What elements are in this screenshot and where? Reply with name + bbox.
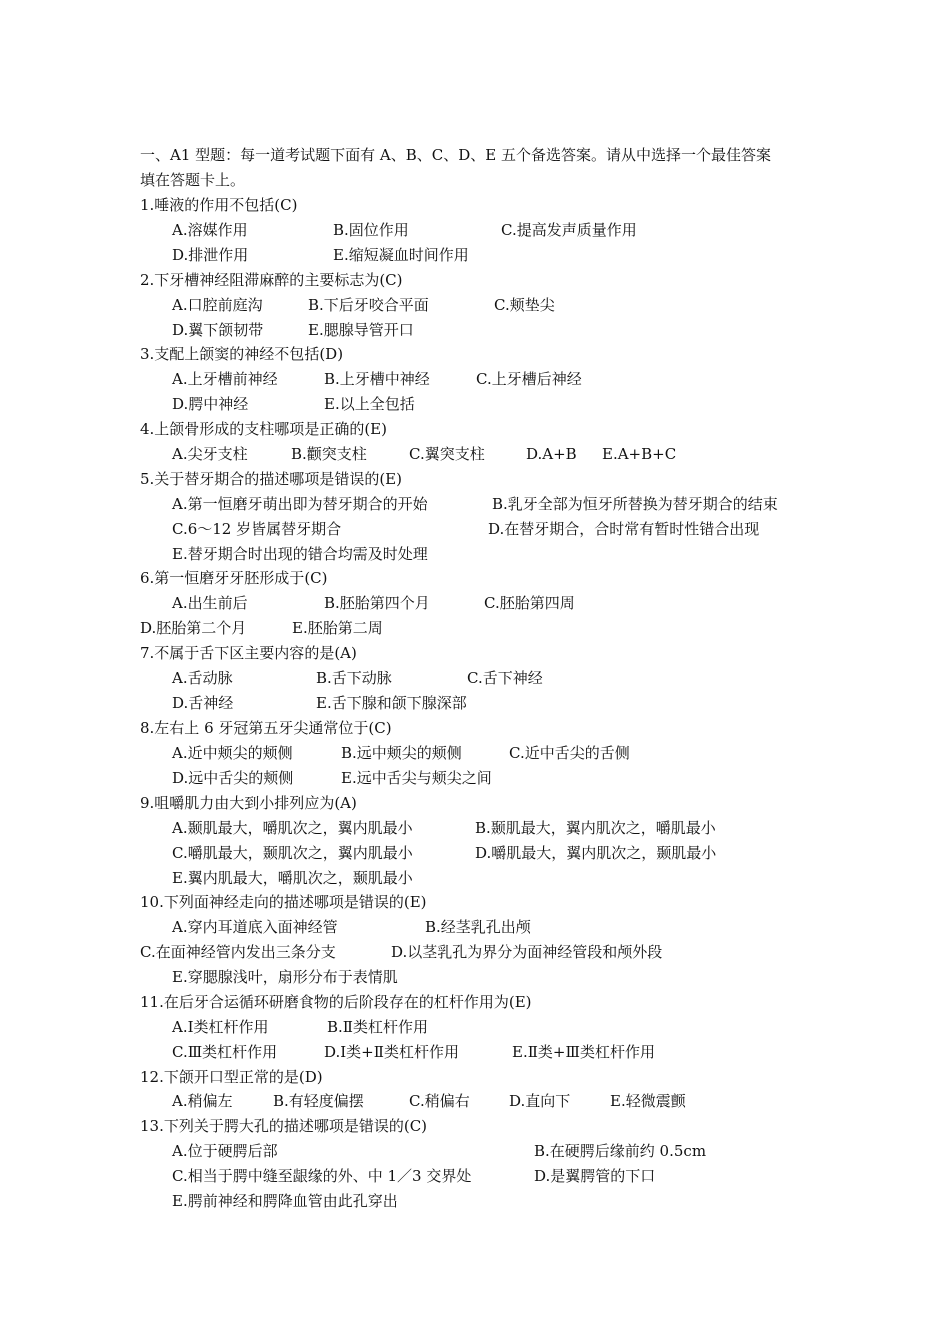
option: D.以茎乳孔为界分为面神经管段和颅外段 <box>391 943 663 961</box>
option: C.胚胎第四周 <box>484 594 575 612</box>
option: E.A+B+C <box>602 445 677 463</box>
question-stem: 11.在后牙合运循环研磨食物的后阶段存在的杠杆作用为(E) <box>140 993 532 1011</box>
question-stem: 3.支配上颌窦的神经不包括(D) <box>140 345 344 363</box>
question-stem: 1.唾液的作用不包括(C) <box>140 196 298 214</box>
option: B.胚胎第四个月 <box>324 594 430 612</box>
option: D.远中舌尖的颊侧 <box>172 769 294 787</box>
option: B.下后牙咬合平面 <box>308 296 429 314</box>
option: D.Ⅰ类+Ⅱ类杠杆作用 <box>324 1043 459 1061</box>
option: A.溶媒作用 <box>172 221 248 239</box>
option: C.颊垫尖 <box>494 296 555 314</box>
option: A.穿内耳道底入面神经管 <box>172 918 338 936</box>
option: B.上牙槽中神经 <box>324 370 430 388</box>
question-stem: 2.下牙槽神经阻滞麻醉的主要标志为(C) <box>140 271 403 289</box>
option: C.相当于腭中缝至龈缘的外、中 1／3 交界处 <box>172 1167 472 1185</box>
option: E.轻微震颤 <box>610 1092 686 1110</box>
question-stem: 4.上颌骨形成的支柱哪项是正确的(E) <box>140 420 387 438</box>
question-stem: 7.不属于舌下区主要内容的是(A) <box>140 644 357 662</box>
option: E.替牙期合时出现的错合均需及时处理 <box>172 545 428 563</box>
option: C.在面神经管内发出三条分支 <box>140 943 336 961</box>
option: A.上牙槽前神经 <box>172 370 278 388</box>
option: D.胚胎第二个月 <box>140 619 247 637</box>
question-stem: 8.左右上 6 牙冠第五牙尖通常位于(C) <box>140 719 392 737</box>
option: A.稍偏左 <box>172 1092 233 1110</box>
option: D.腭中神经 <box>172 395 249 413</box>
option: B.有轻度偏摆 <box>273 1092 364 1110</box>
option: E.Ⅱ类+Ⅲ类杠杆作用 <box>512 1043 655 1061</box>
option: D.在替牙期合，合时常有暂时性错合出现 <box>488 520 760 538</box>
instruction-line-2: 填在答题卡上。 <box>140 171 246 189</box>
option: A.颞肌最大，嚼肌次之，翼内肌最小 <box>172 819 413 837</box>
option: A.舌动脉 <box>172 669 233 687</box>
option: E.缩短凝血时间作用 <box>333 246 469 264</box>
question-stem: 5.关于替牙期合的描述哪项是错误的(E) <box>140 470 402 488</box>
option: C.舌下神经 <box>467 669 543 687</box>
question-stem: 10.下列面神经走向的描述哪项是错误的(E) <box>140 893 427 911</box>
option: C.稍偏右 <box>409 1092 470 1110</box>
option: A.位于硬腭后部 <box>172 1142 278 1160</box>
option: B.颧突支柱 <box>291 445 367 463</box>
option: A.出生前后 <box>172 594 248 612</box>
option: C.近中舌尖的舌侧 <box>509 744 630 762</box>
option: C.Ⅲ类杠杆作用 <box>172 1043 278 1061</box>
option: D.A+B <box>526 445 577 463</box>
option: C.翼突支柱 <box>409 445 485 463</box>
option: B.远中颊尖的颊侧 <box>341 744 462 762</box>
option: D.舌神经 <box>172 694 234 712</box>
option: A.尖牙支柱 <box>172 445 248 463</box>
question-stem: 12.下颌开口型正常的是(D) <box>140 1068 323 1086</box>
instruction-line-1: 一、A1 型题：每一道考试题下面有 A、B、C、D、E 五个备选答案。请从中选择一个最佳答案 <box>140 146 771 164</box>
option: E.腮腺导管开口 <box>308 321 414 339</box>
option: D.是翼腭管的下口 <box>534 1167 656 1185</box>
option: A.Ⅰ类杠杆作用 <box>172 1018 269 1036</box>
option: A.口腔前庭沟 <box>172 296 263 314</box>
option: C.上牙槽后神经 <box>476 370 582 388</box>
question-stem: 6.第一恒磨牙牙胚形成于(C) <box>140 569 328 587</box>
option: B.舌下动脉 <box>316 669 392 687</box>
option: B.经茎乳孔出颅 <box>425 918 531 936</box>
option: E.穿腮腺浅叶，扇形分布于表情肌 <box>172 968 398 986</box>
option: C.提高发声质量作用 <box>501 221 637 239</box>
option: D.直向下 <box>509 1092 571 1110</box>
option: E.翼内肌最大，嚼肌次之，颞肌最小 <box>172 869 413 887</box>
option: C.6～12 岁皆属替牙期合 <box>172 520 342 538</box>
option: E.腭前神经和腭降血管由此孔穿出 <box>172 1192 398 1210</box>
question-stem: 9.咀嚼肌力由大到小排列应为(A) <box>140 794 357 812</box>
option: D.嚼肌最大，翼内肌次之，颞肌最小 <box>475 844 717 862</box>
option: B.颞肌最大，翼内肌次之，嚼肌最小 <box>475 819 716 837</box>
option: E.以上全包括 <box>324 395 415 413</box>
option: D.排泄作用 <box>172 246 249 264</box>
option: E.远中舌尖与颊尖之间 <box>341 769 492 787</box>
option: B.固位作用 <box>333 221 409 239</box>
option: E.舌下腺和颌下腺深部 <box>316 694 467 712</box>
option: B.乳牙全部为恒牙所替换为替牙期合的结束 <box>492 495 778 513</box>
option: B.Ⅱ类杠杆作用 <box>327 1018 428 1036</box>
question-stem: 13.下列关于腭大孔的描述哪项是错误的(C) <box>140 1117 428 1135</box>
option: A.第一恒磨牙萌出即为替牙期合的开始 <box>172 495 428 513</box>
option: D.翼下颌韧带 <box>172 321 264 339</box>
option: E.胚胎第二周 <box>292 619 383 637</box>
option: B.在硬腭后缘前约 0.5cm <box>534 1142 707 1160</box>
option: A.近中颊尖的颊侧 <box>172 744 293 762</box>
option: C.嚼肌最大，颞肌次之，翼内肌最小 <box>172 844 413 862</box>
